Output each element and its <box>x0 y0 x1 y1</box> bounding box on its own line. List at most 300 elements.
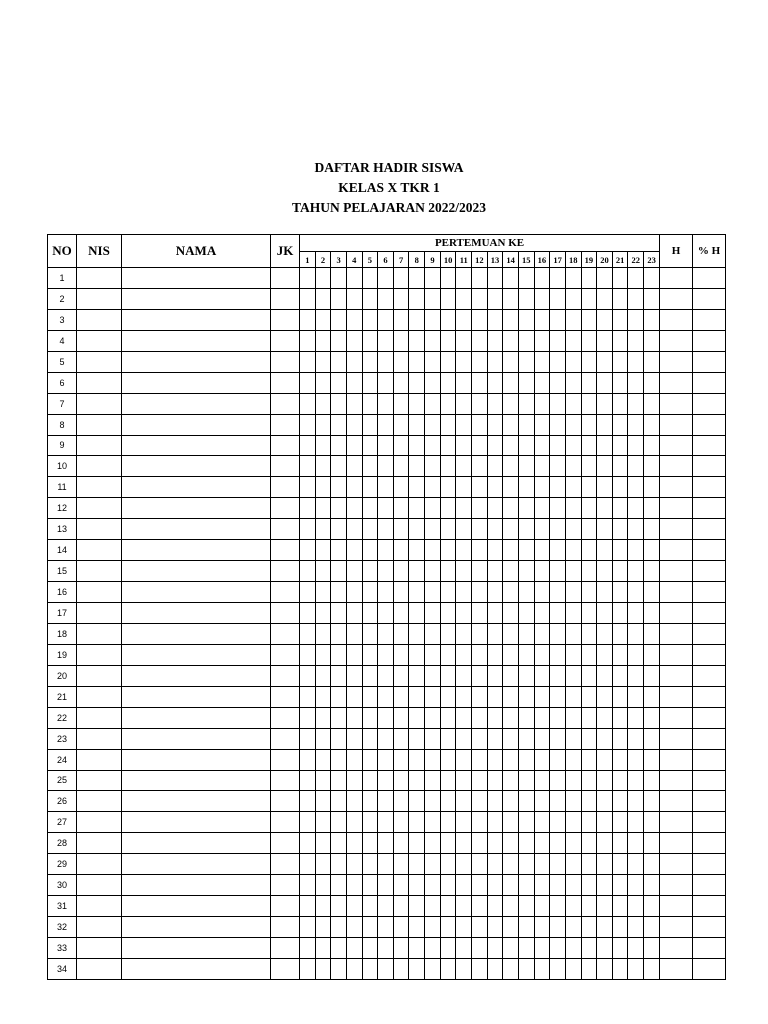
attendance-cell[interactable] <box>628 770 644 791</box>
attendance-cell[interactable] <box>581 540 597 561</box>
attendance-cell[interactable] <box>315 917 331 938</box>
nis-cell[interactable] <box>77 351 122 372</box>
h-cell[interactable] <box>660 330 693 351</box>
attendance-cell[interactable] <box>612 393 628 414</box>
attendance-cell[interactable] <box>550 309 566 330</box>
nama-cell[interactable] <box>122 519 271 540</box>
attendance-cell[interactable] <box>472 623 488 644</box>
persen-h-cell[interactable] <box>693 623 726 644</box>
attendance-cell[interactable] <box>612 917 628 938</box>
attendance-cell[interactable] <box>362 644 378 665</box>
attendance-cell[interactable] <box>503 561 519 582</box>
attendance-cell[interactable] <box>597 770 613 791</box>
attendance-cell[interactable] <box>644 896 660 917</box>
attendance-cell[interactable] <box>346 623 362 644</box>
attendance-cell[interactable] <box>409 875 425 896</box>
attendance-cell[interactable] <box>409 330 425 351</box>
attendance-cell[interactable] <box>472 288 488 309</box>
attendance-cell[interactable] <box>612 351 628 372</box>
attendance-cell[interactable] <box>612 938 628 959</box>
attendance-cell[interactable] <box>550 749 566 770</box>
attendance-cell[interactable] <box>425 603 441 624</box>
jk-cell[interactable] <box>271 288 300 309</box>
attendance-cell[interactable] <box>597 958 613 979</box>
attendance-cell[interactable] <box>628 435 644 456</box>
attendance-cell[interactable] <box>425 268 441 289</box>
attendance-cell[interactable] <box>362 623 378 644</box>
attendance-cell[interactable] <box>300 582 316 603</box>
attendance-cell[interactable] <box>565 791 581 812</box>
attendance-cell[interactable] <box>346 393 362 414</box>
attendance-cell[interactable] <box>346 351 362 372</box>
attendance-cell[interactable] <box>550 938 566 959</box>
attendance-cell[interactable] <box>628 561 644 582</box>
attendance-cell[interactable] <box>597 477 613 498</box>
attendance-cell[interactable] <box>644 728 660 749</box>
attendance-cell[interactable] <box>550 561 566 582</box>
attendance-cell[interactable] <box>550 582 566 603</box>
attendance-cell[interactable] <box>425 561 441 582</box>
h-cell[interactable] <box>660 288 693 309</box>
attendance-cell[interactable] <box>628 393 644 414</box>
persen-h-cell[interactable] <box>693 833 726 854</box>
attendance-cell[interactable] <box>362 770 378 791</box>
persen-h-cell[interactable] <box>693 938 726 959</box>
attendance-cell[interactable] <box>378 498 394 519</box>
jk-cell[interactable] <box>271 477 300 498</box>
h-cell[interactable] <box>660 456 693 477</box>
attendance-cell[interactable] <box>362 540 378 561</box>
attendance-cell[interactable] <box>315 854 331 875</box>
attendance-cell[interactable] <box>503 372 519 393</box>
attendance-cell[interactable] <box>644 644 660 665</box>
attendance-cell[interactable] <box>581 351 597 372</box>
h-cell[interactable] <box>660 309 693 330</box>
attendance-cell[interactable] <box>331 519 347 540</box>
jk-cell[interactable] <box>271 540 300 561</box>
persen-h-cell[interactable] <box>693 644 726 665</box>
attendance-cell[interactable] <box>409 791 425 812</box>
attendance-cell[interactable] <box>565 309 581 330</box>
attendance-cell[interactable] <box>456 958 472 979</box>
attendance-cell[interactable] <box>315 791 331 812</box>
attendance-cell[interactable] <box>346 372 362 393</box>
attendance-cell[interactable] <box>346 330 362 351</box>
attendance-cell[interactable] <box>644 435 660 456</box>
attendance-cell[interactable] <box>378 288 394 309</box>
attendance-cell[interactable] <box>425 917 441 938</box>
attendance-cell[interactable] <box>628 707 644 728</box>
attendance-cell[interactable] <box>409 686 425 707</box>
jk-cell[interactable] <box>271 372 300 393</box>
attendance-cell[interactable] <box>644 498 660 519</box>
attendance-cell[interactable] <box>503 519 519 540</box>
attendance-cell[interactable] <box>644 393 660 414</box>
attendance-cell[interactable] <box>565 770 581 791</box>
attendance-cell[interactable] <box>346 582 362 603</box>
attendance-cell[interactable] <box>487 770 503 791</box>
jk-cell[interactable] <box>271 728 300 749</box>
attendance-cell[interactable] <box>644 561 660 582</box>
attendance-cell[interactable] <box>331 938 347 959</box>
attendance-cell[interactable] <box>581 330 597 351</box>
jk-cell[interactable] <box>271 917 300 938</box>
attendance-cell[interactable] <box>565 665 581 686</box>
attendance-cell[interactable] <box>550 623 566 644</box>
attendance-cell[interactable] <box>425 330 441 351</box>
attendance-cell[interactable] <box>597 372 613 393</box>
attendance-cell[interactable] <box>378 938 394 959</box>
attendance-cell[interactable] <box>581 582 597 603</box>
attendance-cell[interactable] <box>409 561 425 582</box>
attendance-cell[interactable] <box>518 372 534 393</box>
h-cell[interactable] <box>660 686 693 707</box>
attendance-cell[interactable] <box>503 686 519 707</box>
nama-cell[interactable] <box>122 644 271 665</box>
persen-h-cell[interactable] <box>693 456 726 477</box>
attendance-cell[interactable] <box>518 875 534 896</box>
attendance-cell[interactable] <box>393 351 409 372</box>
attendance-cell[interactable] <box>315 644 331 665</box>
jk-cell[interactable] <box>271 603 300 624</box>
attendance-cell[interactable] <box>597 414 613 435</box>
attendance-cell[interactable] <box>362 393 378 414</box>
attendance-cell[interactable] <box>393 561 409 582</box>
nis-cell[interactable] <box>77 330 122 351</box>
attendance-cell[interactable] <box>456 498 472 519</box>
attendance-cell[interactable] <box>362 351 378 372</box>
attendance-cell[interactable] <box>597 938 613 959</box>
attendance-cell[interactable] <box>487 686 503 707</box>
attendance-cell[interactable] <box>425 644 441 665</box>
attendance-cell[interactable] <box>534 665 550 686</box>
attendance-cell[interactable] <box>300 309 316 330</box>
attendance-cell[interactable] <box>409 896 425 917</box>
attendance-cell[interactable] <box>393 854 409 875</box>
attendance-cell[interactable] <box>597 833 613 854</box>
attendance-cell[interactable] <box>362 854 378 875</box>
persen-h-cell[interactable] <box>693 582 726 603</box>
attendance-cell[interactable] <box>518 665 534 686</box>
attendance-cell[interactable] <box>362 728 378 749</box>
attendance-cell[interactable] <box>346 519 362 540</box>
h-cell[interactable] <box>660 540 693 561</box>
attendance-cell[interactable] <box>503 603 519 624</box>
attendance-cell[interactable] <box>644 749 660 770</box>
nama-cell[interactable] <box>122 288 271 309</box>
attendance-cell[interactable] <box>628 854 644 875</box>
attendance-cell[interactable] <box>378 561 394 582</box>
nama-cell[interactable] <box>122 958 271 979</box>
persen-h-cell[interactable] <box>693 309 726 330</box>
attendance-cell[interactable] <box>300 561 316 582</box>
attendance-cell[interactable] <box>644 330 660 351</box>
attendance-cell[interactable] <box>628 686 644 707</box>
attendance-cell[interactable] <box>597 812 613 833</box>
attendance-cell[interactable] <box>534 707 550 728</box>
nis-cell[interactable] <box>77 770 122 791</box>
attendance-cell[interactable] <box>472 958 488 979</box>
attendance-cell[interactable] <box>518 519 534 540</box>
attendance-cell[interactable] <box>503 707 519 728</box>
nama-cell[interactable] <box>122 603 271 624</box>
attendance-cell[interactable] <box>472 582 488 603</box>
attendance-cell[interactable] <box>644 623 660 644</box>
attendance-cell[interactable] <box>581 749 597 770</box>
attendance-cell[interactable] <box>393 896 409 917</box>
nama-cell[interactable] <box>122 582 271 603</box>
attendance-cell[interactable] <box>612 686 628 707</box>
attendance-cell[interactable] <box>300 393 316 414</box>
nis-cell[interactable] <box>77 309 122 330</box>
attendance-cell[interactable] <box>346 875 362 896</box>
attendance-cell[interactable] <box>550 770 566 791</box>
attendance-cell[interactable] <box>565 519 581 540</box>
attendance-cell[interactable] <box>346 707 362 728</box>
attendance-cell[interactable] <box>518 644 534 665</box>
attendance-cell[interactable] <box>518 770 534 791</box>
attendance-cell[interactable] <box>315 540 331 561</box>
attendance-cell[interactable] <box>628 288 644 309</box>
attendance-cell[interactable] <box>393 288 409 309</box>
attendance-cell[interactable] <box>472 498 488 519</box>
nama-cell[interactable] <box>122 268 271 289</box>
attendance-cell[interactable] <box>425 456 441 477</box>
attendance-cell[interactable] <box>581 644 597 665</box>
attendance-cell[interactable] <box>440 686 456 707</box>
attendance-cell[interactable] <box>346 958 362 979</box>
attendance-cell[interactable] <box>565 896 581 917</box>
attendance-cell[interactable] <box>440 791 456 812</box>
attendance-cell[interactable] <box>503 330 519 351</box>
attendance-cell[interactable] <box>425 896 441 917</box>
attendance-cell[interactable] <box>644 791 660 812</box>
attendance-cell[interactable] <box>487 812 503 833</box>
attendance-cell[interactable] <box>315 435 331 456</box>
attendance-cell[interactable] <box>425 938 441 959</box>
nama-cell[interactable] <box>122 749 271 770</box>
attendance-cell[interactable] <box>644 854 660 875</box>
attendance-cell[interactable] <box>300 644 316 665</box>
attendance-cell[interactable] <box>331 498 347 519</box>
attendance-cell[interactable] <box>518 477 534 498</box>
persen-h-cell[interactable] <box>693 603 726 624</box>
attendance-cell[interactable] <box>315 351 331 372</box>
attendance-cell[interactable] <box>362 833 378 854</box>
attendance-cell[interactable] <box>425 372 441 393</box>
attendance-cell[interactable] <box>612 958 628 979</box>
attendance-cell[interactable] <box>456 288 472 309</box>
attendance-cell[interactable] <box>487 603 503 624</box>
jk-cell[interactable] <box>271 268 300 289</box>
attendance-cell[interactable] <box>612 707 628 728</box>
attendance-cell[interactable] <box>331 414 347 435</box>
attendance-cell[interactable] <box>315 498 331 519</box>
attendance-cell[interactable] <box>518 603 534 624</box>
attendance-cell[interactable] <box>315 623 331 644</box>
attendance-cell[interactable] <box>550 288 566 309</box>
attendance-cell[interactable] <box>503 917 519 938</box>
attendance-cell[interactable] <box>472 707 488 728</box>
attendance-cell[interactable] <box>472 540 488 561</box>
nama-cell[interactable] <box>122 435 271 456</box>
jk-cell[interactable] <box>271 896 300 917</box>
attendance-cell[interactable] <box>503 623 519 644</box>
attendance-cell[interactable] <box>425 707 441 728</box>
attendance-cell[interactable] <box>440 896 456 917</box>
attendance-cell[interactable] <box>315 393 331 414</box>
attendance-cell[interactable] <box>300 456 316 477</box>
attendance-cell[interactable] <box>331 791 347 812</box>
attendance-cell[interactable] <box>550 958 566 979</box>
attendance-cell[interactable] <box>565 435 581 456</box>
attendance-cell[interactable] <box>346 791 362 812</box>
attendance-cell[interactable] <box>628 498 644 519</box>
attendance-cell[interactable] <box>644 519 660 540</box>
h-cell[interactable] <box>660 749 693 770</box>
attendance-cell[interactable] <box>409 309 425 330</box>
jk-cell[interactable] <box>271 330 300 351</box>
attendance-cell[interactable] <box>362 519 378 540</box>
attendance-cell[interactable] <box>628 330 644 351</box>
attendance-cell[interactable] <box>581 268 597 289</box>
h-cell[interactable] <box>660 268 693 289</box>
attendance-cell[interactable] <box>487 938 503 959</box>
attendance-cell[interactable] <box>534 686 550 707</box>
nama-cell[interactable] <box>122 833 271 854</box>
attendance-cell[interactable] <box>628 875 644 896</box>
attendance-cell[interactable] <box>628 351 644 372</box>
attendance-cell[interactable] <box>346 435 362 456</box>
nama-cell[interactable] <box>122 686 271 707</box>
jk-cell[interactable] <box>271 393 300 414</box>
attendance-cell[interactable] <box>425 477 441 498</box>
attendance-cell[interactable] <box>393 372 409 393</box>
jk-cell[interactable] <box>271 351 300 372</box>
attendance-cell[interactable] <box>472 435 488 456</box>
attendance-cell[interactable] <box>378 644 394 665</box>
attendance-cell[interactable] <box>362 938 378 959</box>
attendance-cell[interactable] <box>456 414 472 435</box>
attendance-cell[interactable] <box>409 268 425 289</box>
attendance-cell[interactable] <box>597 456 613 477</box>
attendance-cell[interactable] <box>534 644 550 665</box>
attendance-cell[interactable] <box>534 540 550 561</box>
attendance-cell[interactable] <box>503 854 519 875</box>
attendance-cell[interactable] <box>331 686 347 707</box>
attendance-cell[interactable] <box>628 623 644 644</box>
attendance-cell[interactable] <box>362 330 378 351</box>
nama-cell[interactable] <box>122 938 271 959</box>
attendance-cell[interactable] <box>456 435 472 456</box>
attendance-cell[interactable] <box>409 665 425 686</box>
attendance-cell[interactable] <box>425 749 441 770</box>
attendance-cell[interactable] <box>612 330 628 351</box>
attendance-cell[interactable] <box>565 812 581 833</box>
persen-h-cell[interactable] <box>693 958 726 979</box>
nama-cell[interactable] <box>122 414 271 435</box>
attendance-cell[interactable] <box>362 498 378 519</box>
attendance-cell[interactable] <box>378 791 394 812</box>
attendance-cell[interactable] <box>331 644 347 665</box>
h-cell[interactable] <box>660 603 693 624</box>
attendance-cell[interactable] <box>300 875 316 896</box>
jk-cell[interactable] <box>271 644 300 665</box>
attendance-cell[interactable] <box>425 582 441 603</box>
attendance-cell[interactable] <box>612 644 628 665</box>
h-cell[interactable] <box>660 414 693 435</box>
attendance-cell[interactable] <box>612 875 628 896</box>
attendance-cell[interactable] <box>644 351 660 372</box>
attendance-cell[interactable] <box>409 749 425 770</box>
persen-h-cell[interactable] <box>693 728 726 749</box>
jk-cell[interactable] <box>271 812 300 833</box>
attendance-cell[interactable] <box>550 896 566 917</box>
attendance-cell[interactable] <box>300 749 316 770</box>
attendance-cell[interactable] <box>597 330 613 351</box>
attendance-cell[interactable] <box>331 288 347 309</box>
attendance-cell[interactable] <box>565 644 581 665</box>
attendance-cell[interactable] <box>409 623 425 644</box>
attendance-cell[interactable] <box>550 644 566 665</box>
attendance-cell[interactable] <box>300 707 316 728</box>
attendance-cell[interactable] <box>487 958 503 979</box>
attendance-cell[interactable] <box>331 896 347 917</box>
attendance-cell[interactable] <box>518 351 534 372</box>
attendance-cell[interactable] <box>534 519 550 540</box>
persen-h-cell[interactable] <box>693 477 726 498</box>
attendance-cell[interactable] <box>628 540 644 561</box>
attendance-cell[interactable] <box>300 519 316 540</box>
attendance-cell[interactable] <box>331 561 347 582</box>
attendance-cell[interactable] <box>378 372 394 393</box>
nama-cell[interactable] <box>122 707 271 728</box>
attendance-cell[interactable] <box>362 603 378 624</box>
nis-cell[interactable] <box>77 519 122 540</box>
attendance-cell[interactable] <box>346 854 362 875</box>
attendance-cell[interactable] <box>331 833 347 854</box>
attendance-cell[interactable] <box>393 665 409 686</box>
attendance-cell[interactable] <box>472 372 488 393</box>
attendance-cell[interactable] <box>472 770 488 791</box>
attendance-cell[interactable] <box>393 958 409 979</box>
attendance-cell[interactable] <box>472 561 488 582</box>
attendance-cell[interactable] <box>362 435 378 456</box>
h-cell[interactable] <box>660 393 693 414</box>
attendance-cell[interactable] <box>300 938 316 959</box>
attendance-cell[interactable] <box>346 477 362 498</box>
attendance-cell[interactable] <box>628 644 644 665</box>
attendance-cell[interactable] <box>300 728 316 749</box>
attendance-cell[interactable] <box>644 938 660 959</box>
attendance-cell[interactable] <box>393 498 409 519</box>
attendance-cell[interactable] <box>534 749 550 770</box>
attendance-cell[interactable] <box>597 623 613 644</box>
attendance-cell[interactable] <box>409 414 425 435</box>
attendance-cell[interactable] <box>487 498 503 519</box>
attendance-cell[interactable] <box>425 288 441 309</box>
attendance-cell[interactable] <box>503 309 519 330</box>
attendance-cell[interactable] <box>581 603 597 624</box>
attendance-cell[interactable] <box>534 435 550 456</box>
attendance-cell[interactable] <box>581 561 597 582</box>
attendance-cell[interactable] <box>472 414 488 435</box>
attendance-cell[interactable] <box>362 686 378 707</box>
attendance-cell[interactable] <box>628 749 644 770</box>
attendance-cell[interactable] <box>612 812 628 833</box>
attendance-cell[interactable] <box>393 414 409 435</box>
attendance-cell[interactable] <box>409 644 425 665</box>
